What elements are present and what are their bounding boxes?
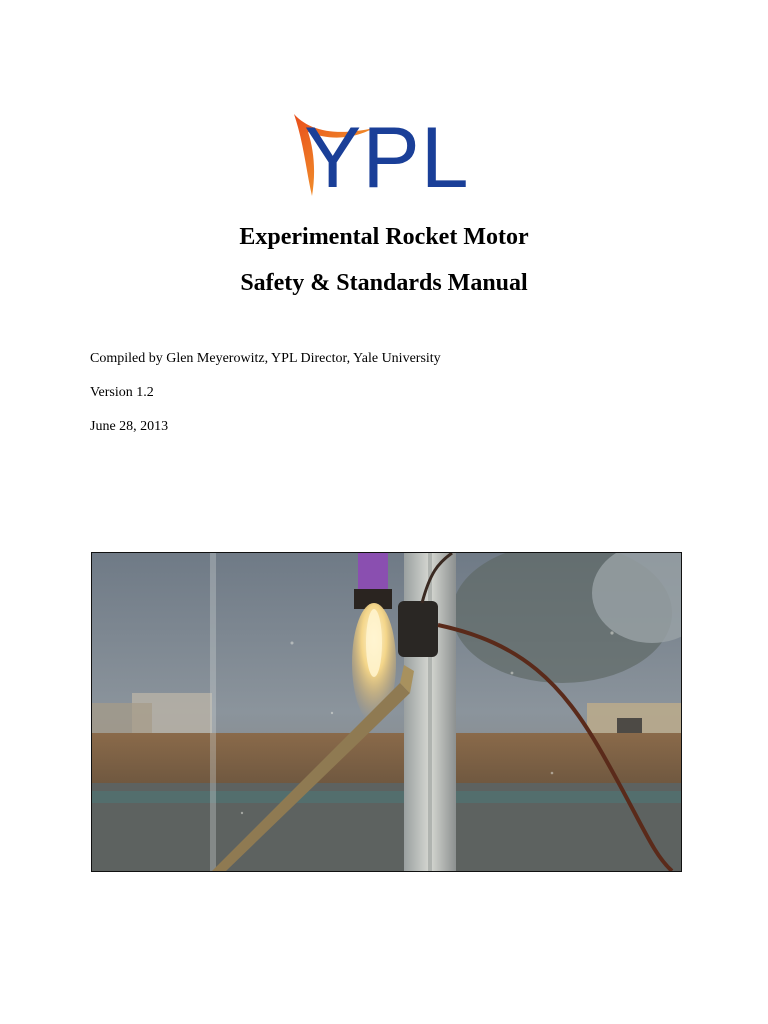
compiled-by: Compiled by Glen Meyerowitz, YPL Director, Yale University <box>90 351 441 366</box>
title-line-1: Experimental Rocket Motor <box>239 224 529 250</box>
rocket-test-photo <box>91 552 682 872</box>
logo-wordmark: YPL <box>304 110 470 206</box>
version: Version 1.2 <box>90 385 154 400</box>
title-line-2: Safety & Standards Manual <box>240 270 528 296</box>
ypl-logo <box>290 110 480 206</box>
date: June 28, 2013 <box>90 419 169 434</box>
